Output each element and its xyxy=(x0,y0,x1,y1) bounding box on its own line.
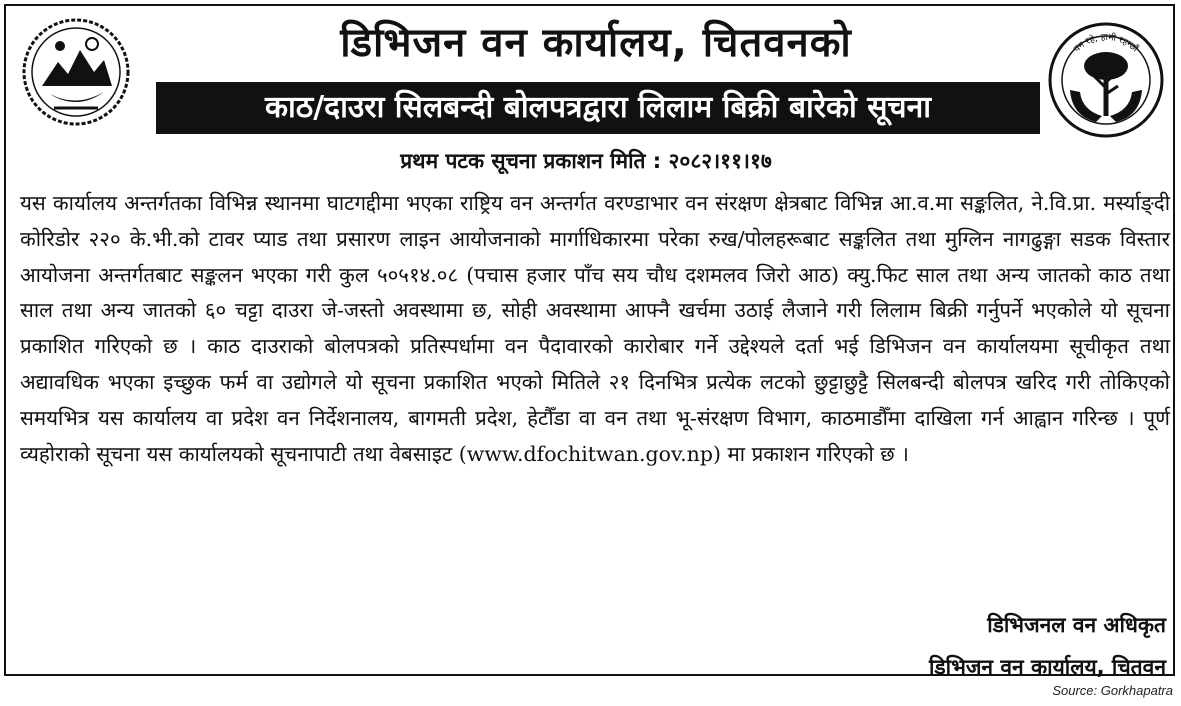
signature-office: डिभिजन वन कार्यालय, चितवन xyxy=(928,655,1166,679)
tree-hands-icon xyxy=(1046,20,1166,140)
notice-frame xyxy=(4,4,1175,679)
government-emblem-logo xyxy=(20,16,132,128)
nepal-emblem-icon xyxy=(20,16,132,128)
signature-designation: डिभिजनल वन अधिकृत xyxy=(987,613,1166,637)
notice-paragraph: यस कार्यालय अन्तर्गतका विभिन्न स्थानमा घाटगद्दीमा भएका राष्ट्रिय वन अन्तर्गत वरण्डाभार वन संरक्षण क्षेत्रबाट विभिन्न आ.व.मा सङ्कलित, ने.वि.प्रा. मर्स्याङ्दी कोरिडोर २२० के.भी.को टावर प्याड तथा प्रसारण लाइन आयोजनाको मार्गाधिकारमा परेका रुख/पोलहरूबाट सङ्कलित तथा मुग्लिन नागढुङ्गा सडक विस्तार आयोजना अन्तर्गतबाट सङ्कलन भएका गरी कुल ५०५१४.०८ (पचास हजार पाँच सय चौध दशमलव जिरो आठ) क्यु.फिट साल तथा अन्य जातको काठ तथा साल तथा अन्य जातको ६० चट्टा दाउरा जे-जस्तो अवस्थामा छ, सोही अवस्थामा आफ्नै खर्चमा उठाई लैजाने गरी लिलाम बिक्री गर्नुपर्ने भएकोले यो सूचना प्रकाशित गरिएको छ । काठ दाउराको बोलपत्रको प्रतिस्पर्धामा वन पैदावारको कारोबार गर्ने उद्देश्यले दर्ता भई डिभिजन वन कार्यालयमा सूचीकृत तथा अद्यावधिक भएका इच्छुक फर्म वा उद्योगले यो सूचना प्रकाशित भएको मितिले २१ दिनभित्र प्रत्येक लटको छुट्टाछुट्टै सिलबन्दी बोलपत्र खरिद गरी तोकिएको समयभित्र यस कार्यालय वा प्रदेश वन निर्देशनालय, बागमती प्रदेश, हेटौँडा वा वन तथा भू-संरक्षण विभाग, काठमाडौँमा दाखिला गर्न आह्वान गरिन्छ । पूर्ण व्यहोराको सूचना यस कार्यालयको सूचनापाटी तथा वेबसाइट (www.dfochitwan.gov.np) मा प्रकाशन गरिएको छ । xyxy=(20,191,1170,466)
office-title: डिभिजन वन कार्यालय, चितवनको xyxy=(340,20,852,66)
publication-date: प्रथम पटक सूचना प्रकाशन मिति : २०८२।११।१७ xyxy=(400,149,772,173)
signature-block xyxy=(766,604,1166,688)
source-credit: Source: Gorkhapatra xyxy=(1052,683,1173,698)
forest-department-logo xyxy=(1046,20,1166,140)
logo-arc-text: वन रहे, हामी रहन्छौं xyxy=(1072,32,1140,55)
notice-title-banner: काठ/दाउरा सिलबन्दी बोलपत्रद्वारा लिलाम बिक्री बारेको सूचना xyxy=(156,82,1040,134)
notice-body xyxy=(20,186,1170,472)
